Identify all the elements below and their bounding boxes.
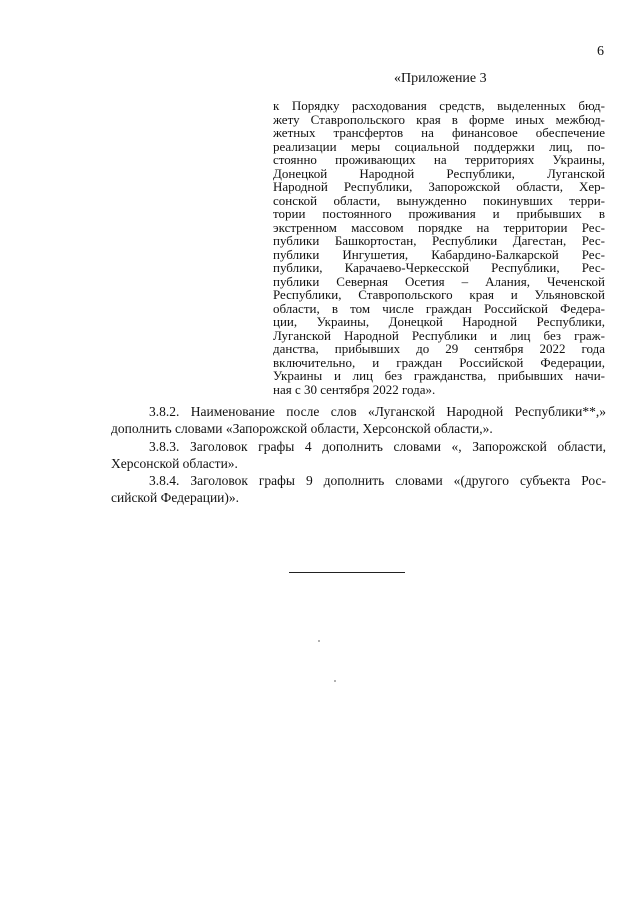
appendix-line: публики Северная Осетия – Алания, Чеченской bbox=[273, 273, 605, 289]
appendix-line: ная с 30 сентября 2022 года». bbox=[273, 381, 436, 397]
appendix-line: жету Ставропольского края в форме иных межбюд- bbox=[273, 111, 605, 127]
appendix-reference-block bbox=[273, 99, 605, 396]
appendix-line: включительно, и граждан Российской Федерации, bbox=[273, 354, 605, 370]
paragraph-3-8-2-line: дополнить словами «Запорожской области, Херсонской области,». bbox=[111, 421, 493, 437]
paragraph-3-8-4-line: 3.8.4. Заголовок графы 9 дополнить словами «(другого субъекта Рос- bbox=[149, 473, 606, 489]
appendix-line: к Порядку расходования средств, выделенных бюд- bbox=[273, 98, 605, 113]
paragraph-3-8-2-line: 3.8.2. Наименование после слов «Луганской Народной Республики**,» bbox=[149, 404, 606, 419]
amendment-paragraphs bbox=[111, 403, 606, 507]
appendix-line: публики Ингушетия, Кабардино-Балкарской Рес- bbox=[273, 246, 605, 262]
appendix-line: Народной Республики, Запорожской области, Хер- bbox=[273, 179, 605, 194]
appendix-line: ции, Украины, Донецкой Народной Республики, bbox=[273, 314, 605, 329]
appendix-line: сонской области, вынужденно покинувших терри- bbox=[273, 192, 605, 208]
appendix-line: области, в том числе граждан Российской Федера- bbox=[273, 300, 605, 316]
appendix-line: Украины и лиц без гражданства, прибывших начи- bbox=[273, 368, 605, 383]
appendix-line: публики Башкортостан, Республики Дагестан, Рес- bbox=[273, 233, 605, 248]
paragraph-3-8-4-line: сийской Федерации)». bbox=[111, 490, 240, 506]
paragraph-3-8-3-line: 3.8.3. Заголовок графы 4 дополнить словами «, Запорожской области, bbox=[149, 438, 606, 454]
scan-speck bbox=[334, 680, 336, 682]
appendix-title: «Приложение 3 bbox=[394, 71, 487, 86]
appendix-line: жетных трансфертов на финансовое обеспечение bbox=[273, 125, 605, 140]
paragraph-3-8-3-line: Херсонской области». bbox=[111, 455, 238, 471]
appendix-line: данства, прибывших до 29 сентября 2022 года bbox=[273, 341, 605, 356]
scan-speck bbox=[318, 640, 320, 642]
appendix-line: публики, Карачаево-Черкесской Республики, Рес- bbox=[273, 260, 605, 275]
appendix-line: Донецкой Народной Республики, Луганской bbox=[273, 165, 605, 181]
end-separator-line bbox=[289, 572, 405, 573]
appendix-line: тории постоянного проживания и прибывших в bbox=[273, 206, 605, 221]
appendix-line: Луганской Народной Республики и лиц без граж- bbox=[273, 327, 605, 343]
appendix-line: реализации меры социальной поддержки лиц, по- bbox=[273, 138, 605, 154]
appendix-line: Республики, Ставропольского края и Ульяновской bbox=[273, 287, 605, 302]
appendix-line: стоянно проживающих на территориях Украины, bbox=[273, 152, 605, 167]
appendix-line: экстренном массовом порядке на территории Рес- bbox=[273, 219, 605, 235]
page-number: 6 bbox=[597, 44, 604, 59]
